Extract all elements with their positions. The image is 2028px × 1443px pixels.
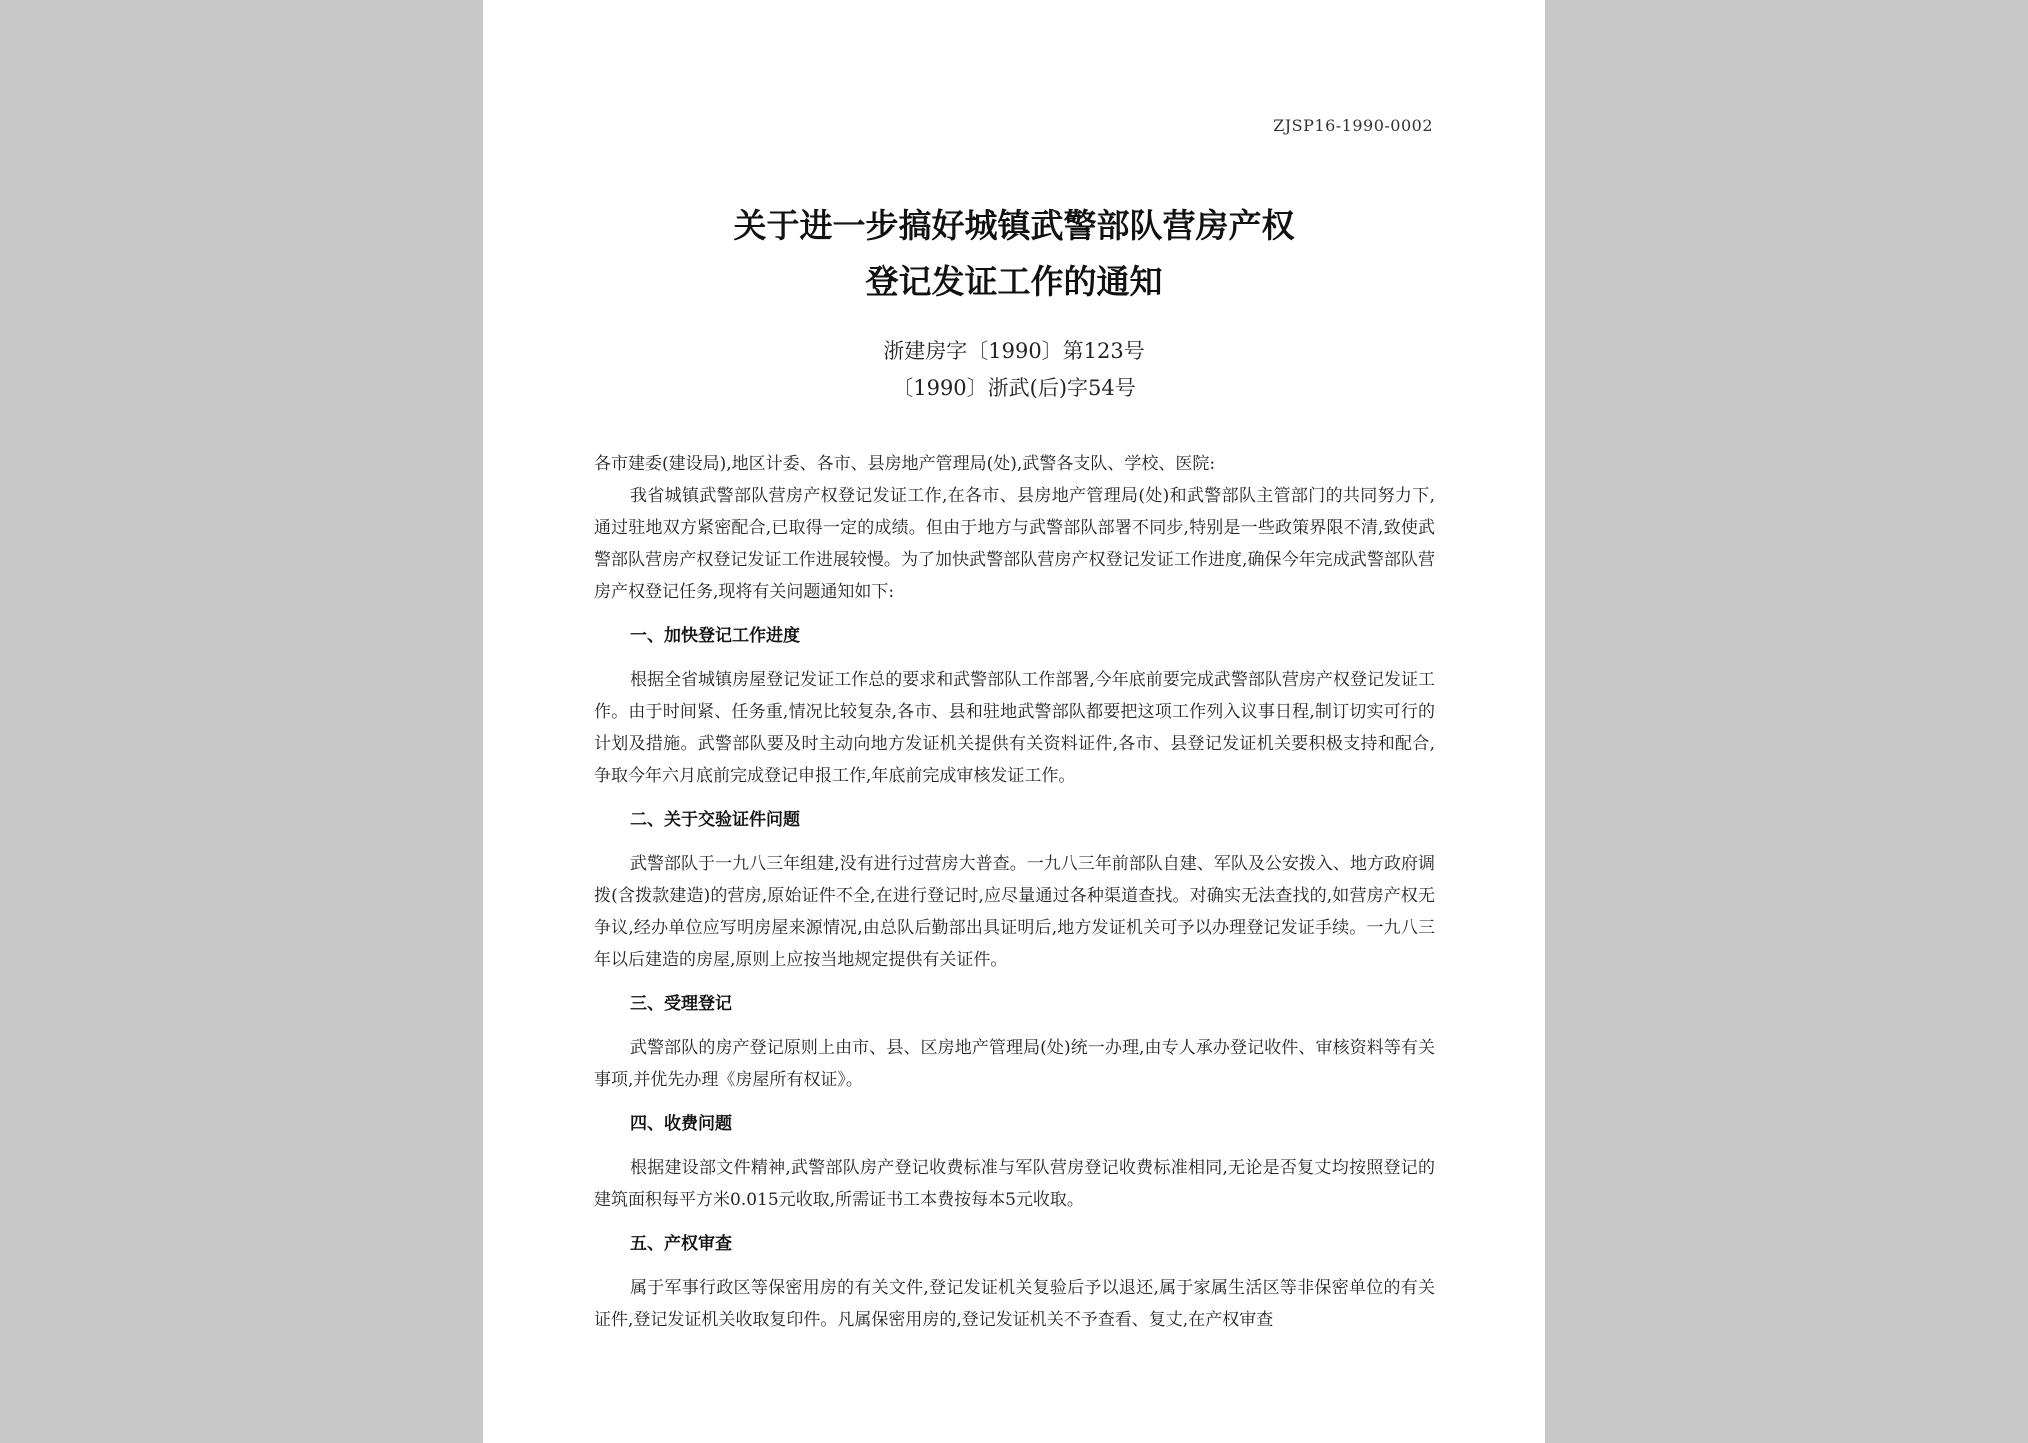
document-id: ZJSP16-1990-0002 [1273, 116, 1433, 135]
document-title [483, 198, 1545, 310]
title-line-1: 关于进一步搞好城镇武警部队营房产权 [733, 206, 1295, 245]
section-paragraph-5: 属于军事行政区等保密用房的有关文件,登记发证机关复验后予以退还,属于家属生活区等非保密单位的有关证件,登记发证机关收取复印件。凡属保密用房的,登记发证机关不予查看、复丈,在产权审查 [594, 1278, 1435, 1330]
title-line-2: 登记发证工作的通知 [865, 262, 1163, 301]
document-page [483, 0, 1545, 1443]
section-heading-5: 五、产权审查 [630, 1234, 732, 1254]
section-heading-3: 三、受理登记 [630, 994, 732, 1014]
intro-paragraph: 我省城镇武警部队营房产权登记发证工作,在各市、县房地产管理局(处)和武警部队主管部门的共同努力下,通过驻地双方紧密配合,已取得一定的成绩。但由于地方与武警部队部署不同步,特别是一些政策界限不清,致使武警部队营房产权登记发证工作进展较慢。为了加快武警部队营房产权登记发证工作进度,确保今年完成武警部队营房产权登记任务,现将有关问题通知如下: [594, 486, 1435, 602]
reference-number-2: 〔1990〕浙武(后)字54号 [892, 376, 1136, 400]
section-heading-1: 一、加快登记工作进度 [630, 626, 800, 646]
section-paragraph-4: 根据建设部文件精神,武警部队房产登记收费标准与军队营房登记收费标准相同,无论是否复丈均按照登记的建筑面积每平方米0.015元收取,所需证书工本费按每本5元收取。 [594, 1158, 1435, 1210]
salutation: 各市建委(建设局),地区计委、各市、县房地产管理局(处),武警各支队、学校、医院: [594, 454, 1216, 474]
document-references [483, 333, 1545, 407]
section-paragraph-3: 武警部队的房产登记原则上由市、县、区房地产管理局(处)统一办理,由专人承办登记收件、审核资料等有关事项,并优先办理《房屋所有权证》。 [594, 1038, 1435, 1090]
section-paragraph-2: 武警部队于一九八三年组建,没有进行过营房大普查。一九八三年前部队自建、军队及公安拨入、地方政府调拨(含拨款建造)的营房,原始证件不全,在进行登记时,应尽量通过各种渠道查找。对确实无法查找的,如营房产权无争议,经办单位应写明房屋来源情况,由总队后勤部出具证明后,地方发证机关可予以办理登记发证手续。一九八三年以后建造的房屋,原则上应按当地规定提供有关证件。 [594, 854, 1435, 970]
section-heading-4: 四、收费问题 [630, 1114, 732, 1134]
section-heading-2: 二、关于交验证件问题 [630, 810, 800, 830]
reference-number-1: 浙建房字〔1990〕第123号 [883, 339, 1145, 363]
section-paragraph-1: 根据全省城镇房屋登记发证工作总的要求和武警部队工作部署,今年底前要完成武警部队营房产权登记发证工作。由于时间紧、任务重,情况比较复杂,各市、县和驻地武警部队都要把这项工作列入议事日程,制订切实可行的计划及措施。武警部队要及时主动向地方发证机关提供有关资料证件,各市、县登记发证机关要积极支持和配合,争取今年六月底前完成登记申报工作,年底前完成审核发证工作。 [594, 670, 1435, 786]
document-body [594, 448, 1435, 1336]
